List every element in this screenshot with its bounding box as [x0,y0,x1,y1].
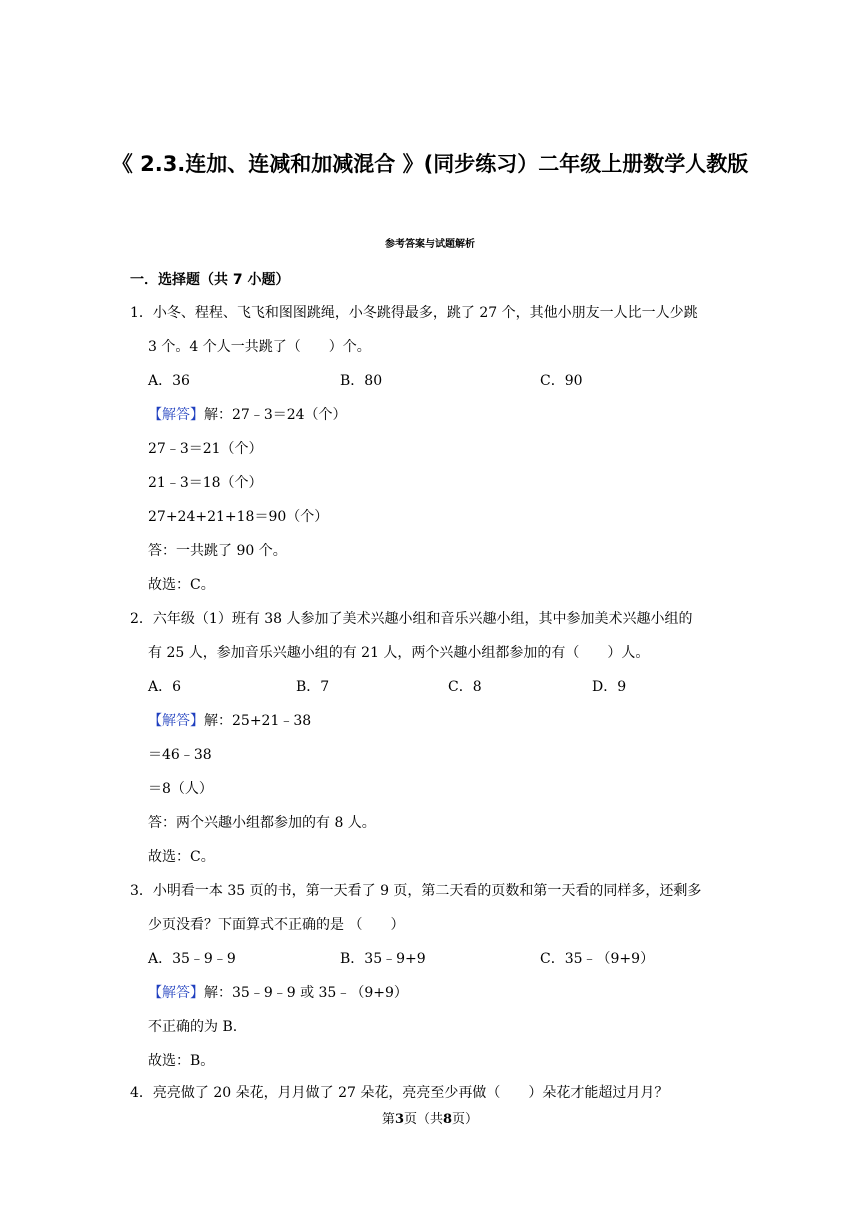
question-2-option-c: C．8 [448,679,482,695]
answer-tag: 【解答】 [148,713,204,729]
question-3-option-c: C．35﹣（9+9） [540,951,655,967]
question-3-solution-line-2: 不正确的为 B. [148,1019,238,1035]
question-3-solution-line-3: 故选：B。 [148,1053,215,1069]
answer-tag: 【解答】 [148,407,204,423]
question-3-line-1: 3．小明看一本 35 页的书，第一天看了 9 页，第二天看的页数和第一天看的同样多，还剩多 [130,883,702,899]
question-1-solution-line-6: 故选：C。 [148,577,215,593]
question-3-option-b: B．35﹣9+9 [340,951,426,967]
question-1-option-c: C．90 [540,373,583,389]
question-2-solution-line-1: 【解答】解：25+21﹣38 [148,713,312,729]
section-heading: 一．选择题（共 7 小题） [130,272,290,288]
question-1-solution-line-1: 【解答】解：27﹣3＝24（个） [148,407,347,423]
question-4-line-1: 4．亮亮做了 20 朵花，月月做了 27 朵花，亮亮至少再做（ ）朵花才能超过月月？ [130,1085,669,1101]
page-footer: 第3页（共8页） [381,1112,479,1127]
question-1-solution-line-5: 答：一共跳了 90 个。 [148,543,287,559]
question-2-option-b: B．7 [296,679,330,695]
page-number: 3 [394,1112,404,1127]
question-3-option-a: A．35﹣9﹣9 [148,951,236,967]
document-title: 《 2.3.连加、连减和加减混合 》(同步练习）二年级上册数学人教版 [111,152,749,176]
question-1-option-b: B．80 [340,373,383,389]
question-3-solution-line-1: 【解答】解：35﹣9﹣9 或 35﹣（9+9） [148,985,408,1001]
question-1-solution-line-2: 27﹣3＝21（个） [148,441,263,457]
question-2-solution-line-3: ＝8（人） [148,781,213,797]
question-1-solution-line-3: 21﹣3＝18（个） [148,475,263,491]
question-2-solution-line-2: ＝46﹣38 [148,747,212,763]
question-1-solution-line-4: 27+24+21+18＝90（个） [148,509,329,525]
question-3-line-2: 少页没看？下面算式不正确的是 （ ） [148,917,405,933]
question-2-solution-line-5: 故选：C。 [148,849,215,865]
page-total: 8 [443,1112,453,1127]
document-subtitle: 参考答案与试题解析 [385,239,475,250]
question-1-option-a: A．36 [148,373,190,389]
question-2-solution-line-4: 答：两个兴趣小组都参加的有 8 人。 [148,815,376,831]
question-1-line-1: 1．小冬、程程、飞飞和图图跳绳，小冬跳得最多，跳了 27 个，其他小朋友一人比一人少跳 [130,305,698,321]
question-2-option-a: A．6 [148,679,182,695]
question-2-option-d: D．9 [592,679,627,695]
question-2-line-1: 2．六年级（1）班有 38 人参加了美术兴趣小组和音乐兴趣小组，其中参加美术兴趣小组的 [130,611,693,627]
question-1-line-2: 3 个。4 个人一共跳了（ ）个。 [148,339,371,355]
question-2-line-2: 有 25 人，参加音乐兴趣小组的有 21 人，两个兴趣小组都参加的有（ ）人。 [148,645,650,661]
answer-tag: 【解答】 [148,985,204,1001]
